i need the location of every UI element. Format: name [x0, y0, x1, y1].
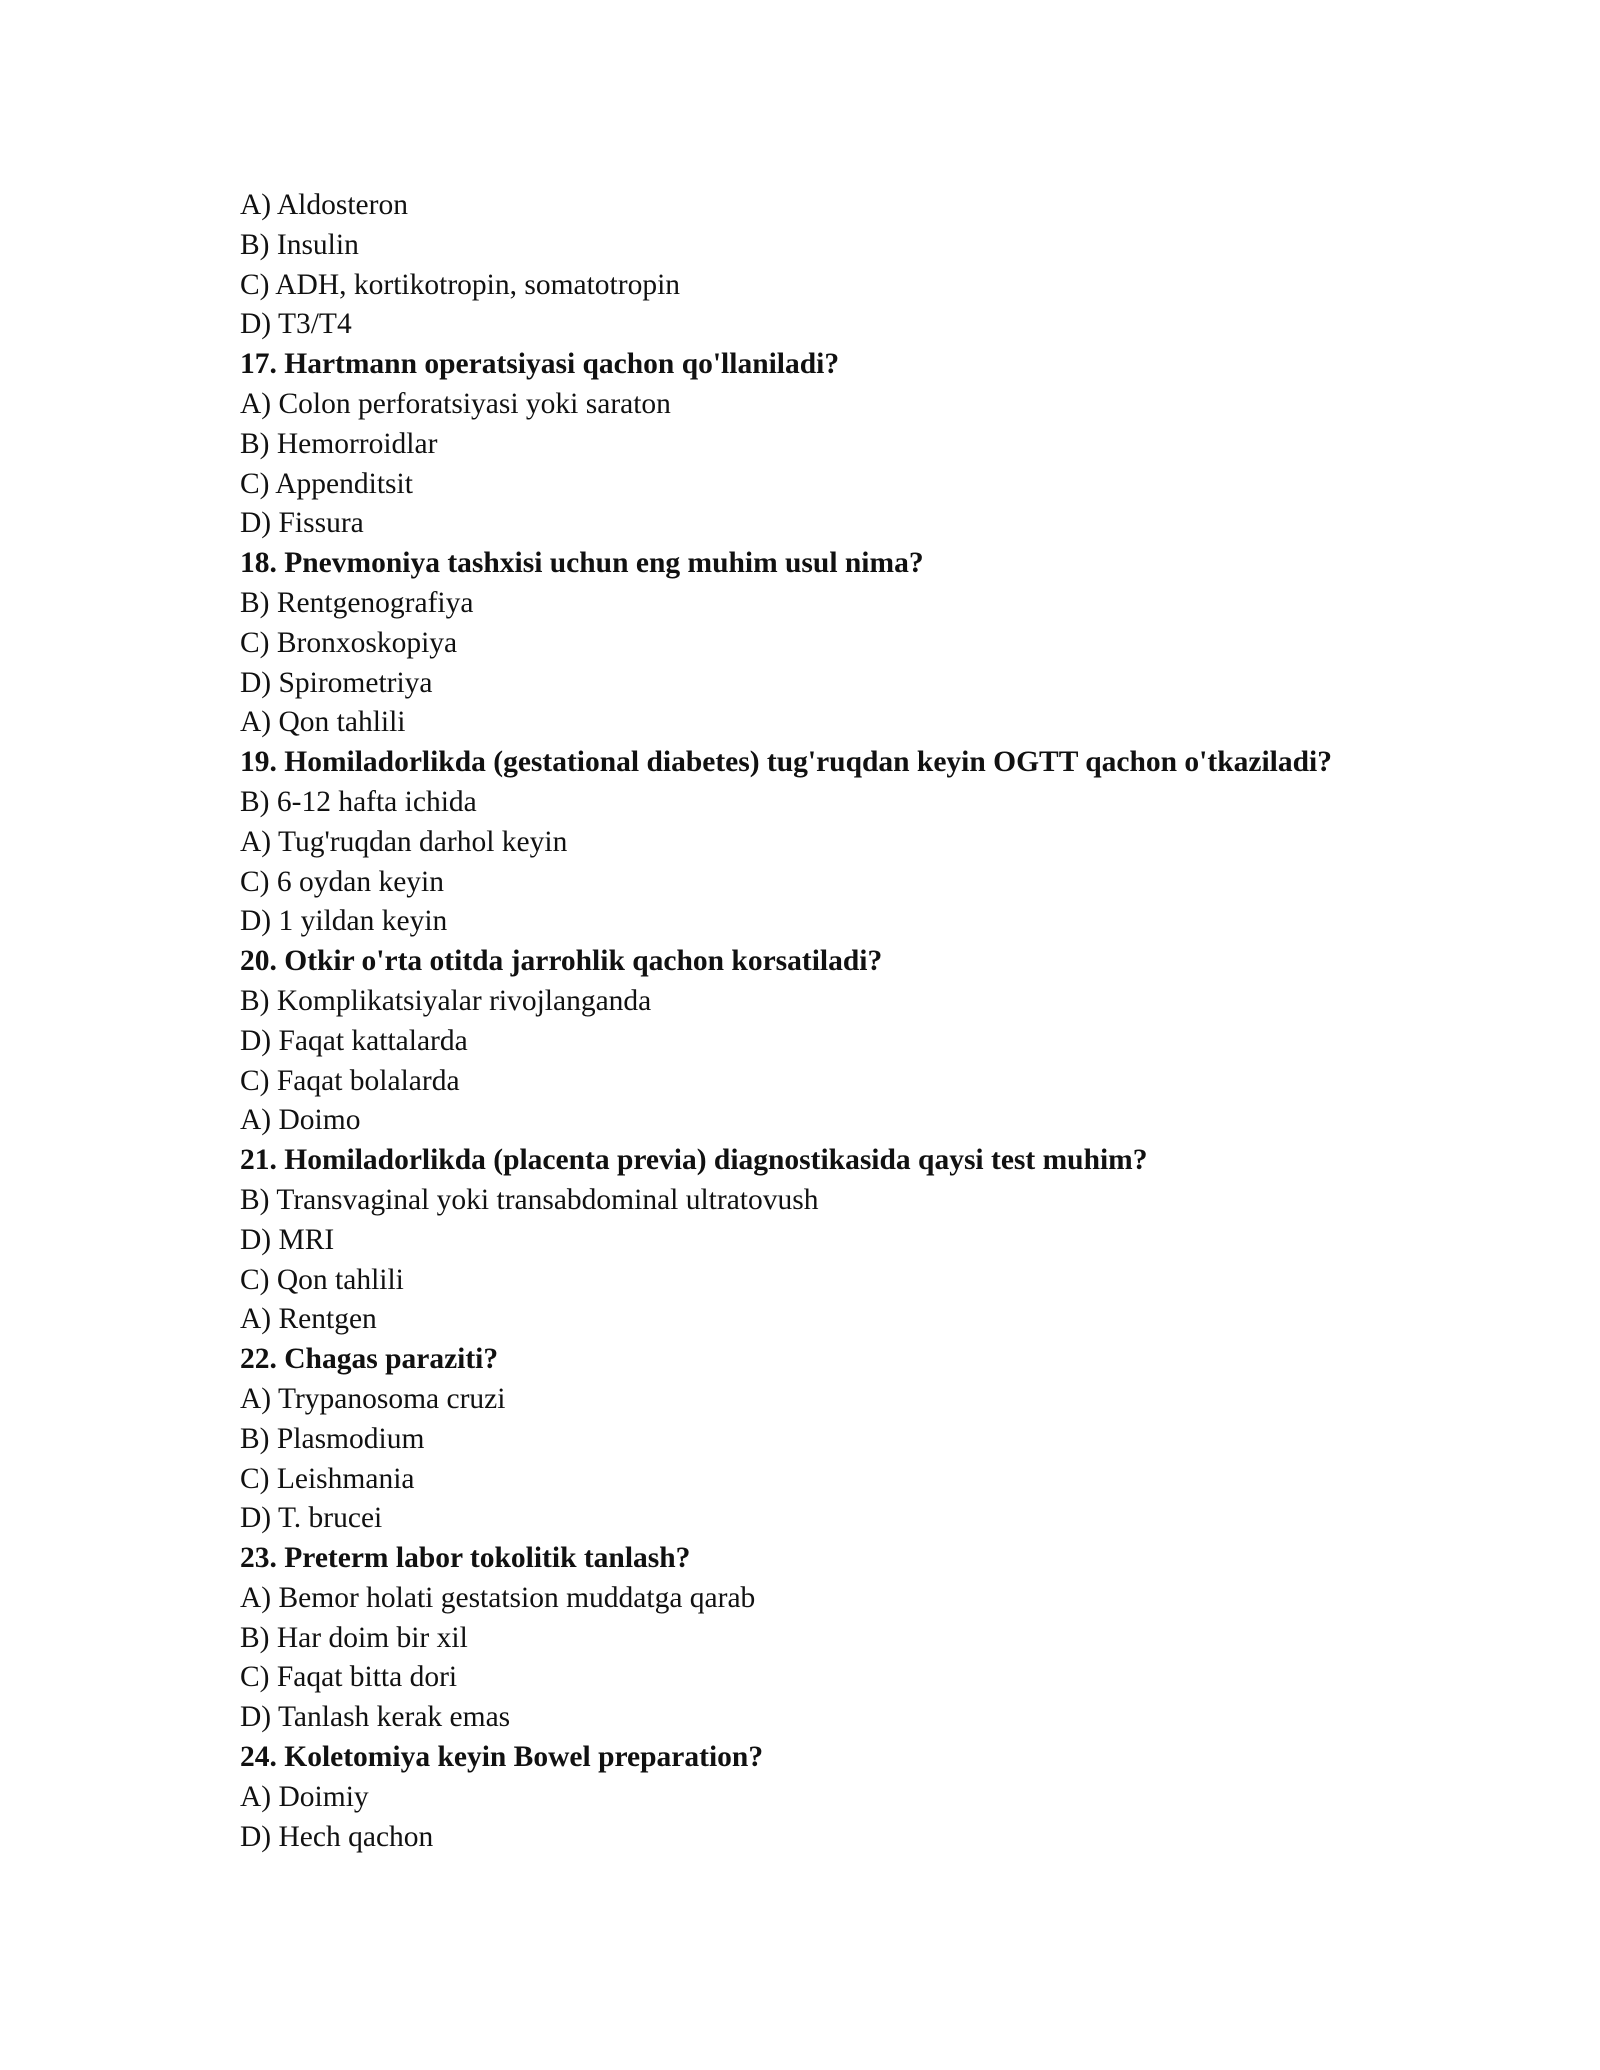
answer-option: C) Appenditsit [240, 467, 413, 500]
answer-option: D) Spirometriya [240, 666, 433, 699]
answer-option: A) Qon tahlili [240, 706, 406, 739]
answer-option: B) Plasmodium [240, 1422, 425, 1455]
answer-option: B) Komplikatsiyalar rivojlanganda [240, 984, 652, 1017]
answer-option: A) Tug'ruqdan darhol keyin [240, 825, 568, 858]
answer-option: A) Doimo [240, 1104, 361, 1137]
answer-option: B) Rentgenografiya [240, 586, 474, 619]
question-heading: 17. Hartmann operatsiyasi qachon qo'llaniladi? [240, 348, 840, 381]
answer-option: A) Colon perforatsiyasi yoki saraton [240, 387, 671, 420]
question-heading: 21. Homiladorlikda (placenta previa) diagnostikasida qaysi test muhim? [240, 1144, 1148, 1177]
question-heading: 24. Koletomiya keyin Bowel preparation? [240, 1741, 764, 1774]
answer-option: B) 6-12 hafta ichida [240, 785, 477, 818]
answer-option: B) Insulin [240, 228, 359, 261]
answer-option: C) Faqat bitta dori [240, 1661, 458, 1694]
answer-option: D) Faqat kattalarda [240, 1024, 468, 1057]
answer-option: B) Hemorroidlar [240, 427, 438, 460]
answer-option: B) Har doim bir xil [240, 1621, 468, 1654]
answer-option: D) Fissura [240, 507, 364, 540]
answer-option: D) Tanlash kerak emas [240, 1701, 511, 1734]
question-heading: 22. Chagas paraziti? [240, 1343, 499, 1376]
answer-option: A) Doimiy [240, 1780, 369, 1813]
answer-option: D) Hech qachon [240, 1820, 434, 1853]
answer-option: A) Trypanosoma cruzi [240, 1382, 506, 1415]
answer-option: C) Leishmania [240, 1462, 415, 1495]
question-heading: 19. Homiladorlikda (gestational diabetes) tug'ruqdan keyin OGTT qachon o'tkaziladi? [240, 746, 1332, 779]
answer-option: C) Qon tahlili [240, 1263, 404, 1296]
answer-option: D) 1 yildan keyin [240, 905, 448, 938]
answer-option: C) Faqat bolalarda [240, 1064, 460, 1097]
answer-option: A) Rentgen [240, 1303, 377, 1336]
answer-option: D) T3/T4 [240, 308, 352, 341]
answer-option: A) Aldosteron [240, 189, 408, 221]
quiz-content [240, 186, 1540, 1857]
answer-option: D) MRI [240, 1223, 335, 1256]
question-heading: 18. Pnevmoniya tashxisi uchun eng muhim usul nima? [240, 547, 924, 580]
answer-option: B) Transvaginal yoki transabdominal ultratovush [240, 1183, 819, 1216]
question-heading: 20. Otkir o'rta otitda jarrohlik qachon korsatiladi? [240, 945, 883, 978]
answer-option: C) 6 oydan keyin [240, 865, 445, 898]
answer-option: C) Bronxoskopiya [240, 626, 458, 659]
answer-option: A) Bemor holati gestatsion muddatga qarab [240, 1581, 756, 1614]
answer-option: D) T. brucei [240, 1502, 383, 1535]
answer-option: C) ADH, kortikotropin, somatotropin [240, 268, 681, 301]
question-heading: 23. Preterm labor tokolitik tanlash? [240, 1542, 691, 1575]
